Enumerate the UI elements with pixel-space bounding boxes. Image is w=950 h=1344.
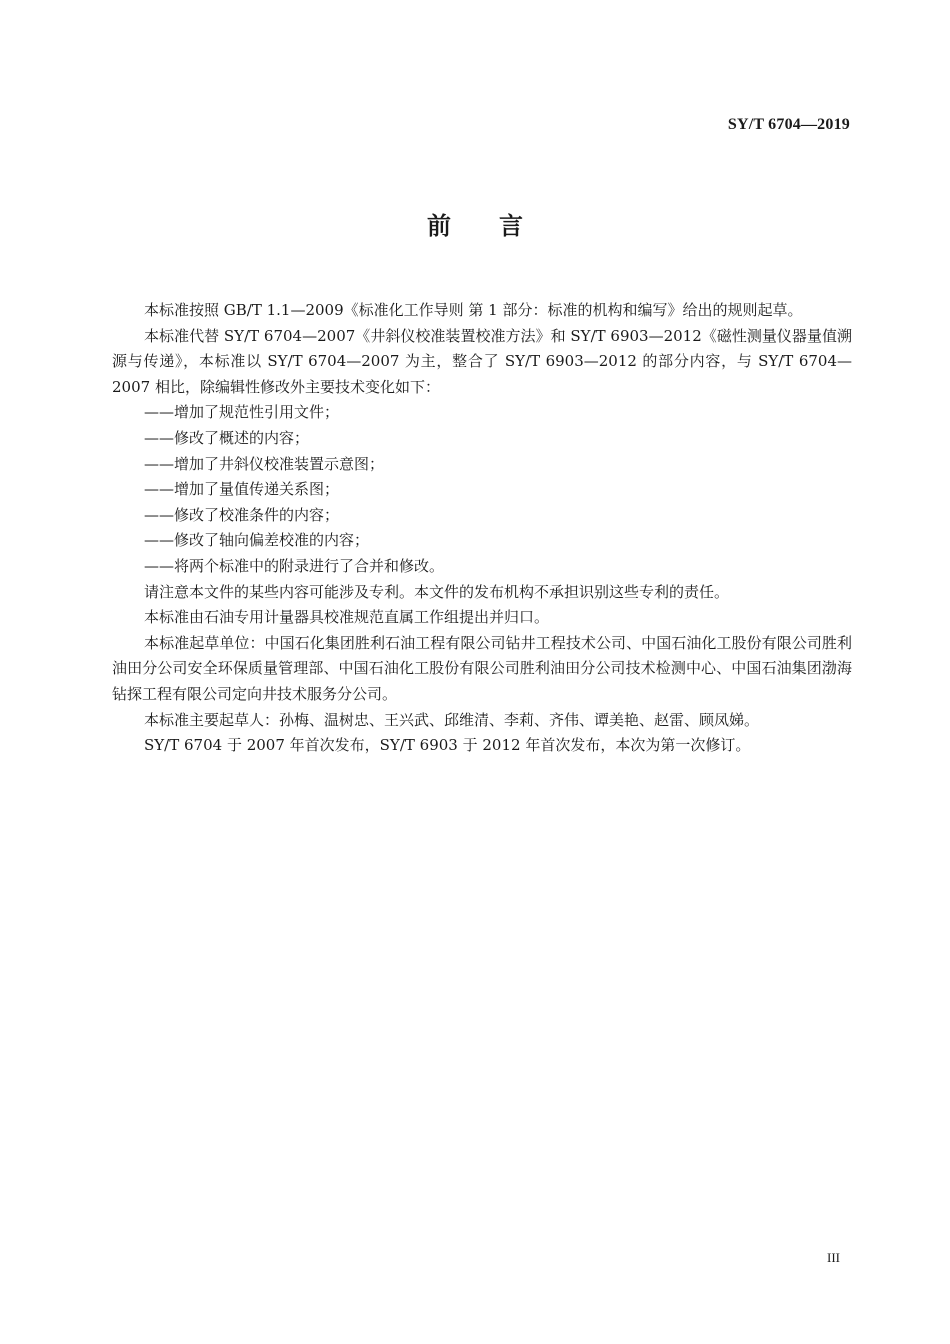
change-item: ——修改了概述的内容； bbox=[144, 428, 310, 447]
paragraph-replacement: 本标准代替 SY/T 6704—2007《井斜仪校准装置校准方法》和 SY/T 6903—2012《磁性测量仪器量值溯源与传递》，本标准以 SY/T 6704—2007 为主，整合了 SY/T 6903—2012 的部分内容，与 SY/T 6704—2007 相比，除编辑性修改外主要技术变化如下： bbox=[112, 326, 852, 396]
paragraph-patent-notice: 请注意本文件的某些内容可能涉及专利。本文件的发布机构不承担识别这些专利的责任。 bbox=[144, 582, 730, 601]
paragraph-drafting-units: 本标准起草单位：中国石化集团胜利石油工程有限公司钻井工程技术公司、中国石油化工股份有限公司胜利油田分公司安全环保质量管理部、中国石油化工股份有限公司胜利油田分公司技术检测中心、中国石油集团渤海钻探工程有限公司定向井技术服务分公司。 bbox=[112, 633, 852, 703]
paragraph-history: SY/T 6704 于 2007 年首次发布，SY/T 6903 于 2012 年首次发布，本次为第一次修订。 bbox=[144, 736, 751, 755]
standard-code: SY/T 6704—2019 bbox=[727, 116, 850, 133]
page-number: III bbox=[827, 1250, 840, 1265]
paragraph-drafters: 本标准主要起草人：孙梅、温树忠、王兴武、邱维清、李莉、齐伟、谭美艳、赵雷、顾凤娣。 bbox=[144, 710, 760, 729]
document-body bbox=[112, 298, 852, 759]
change-item: ——修改了校准条件的内容； bbox=[144, 505, 340, 524]
change-item: ——增加了规范性引用文件； bbox=[144, 403, 340, 422]
change-item: ——将两个标准中的附录进行了合并和修改。 bbox=[144, 556, 445, 575]
change-item: ——修改了轴向偏差校准的内容； bbox=[144, 531, 370, 550]
page-title: 前言 bbox=[427, 212, 571, 240]
paragraph-drafting-rules: 本标准按照 GB/T 1.1—2009《标准化工作导则 第 1 部分：标准的机构和编写》给出的规则起草。 bbox=[144, 301, 803, 319]
paragraph-proposer: 本标准由石油专用计量器具校准规范直属工作组提出并归口。 bbox=[144, 608, 550, 627]
change-item: ——增加了井斜仪校准装置示意图； bbox=[144, 454, 385, 473]
change-item: ——增加了量值传递关系图； bbox=[144, 480, 340, 499]
